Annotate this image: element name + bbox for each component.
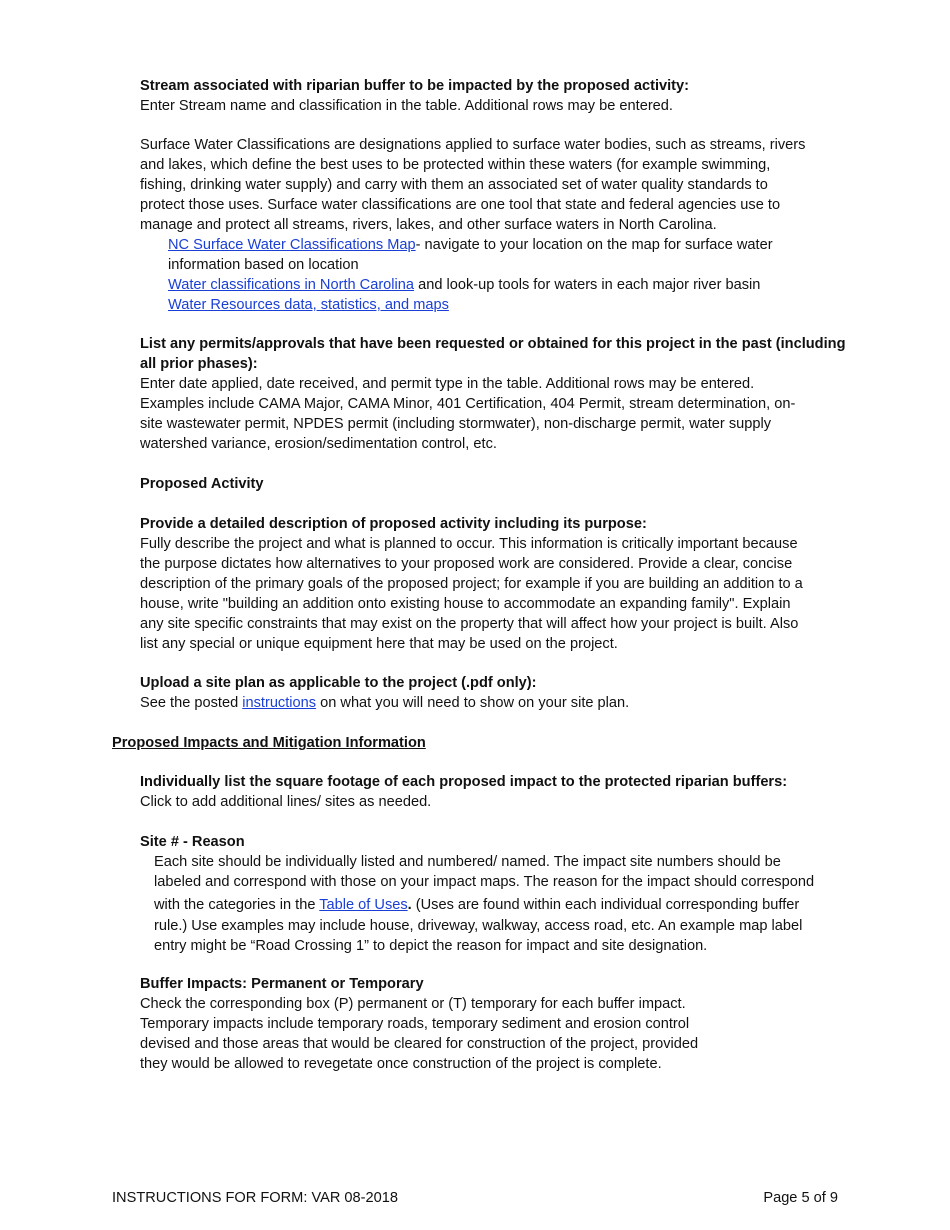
table-of-uses-dot: . <box>407 897 412 913</box>
site-reason-heading: Site # - Reason <box>140 834 245 850</box>
water-resources-line <box>168 295 868 315</box>
site-plan-section <box>140 673 840 713</box>
site-plan-suffix: on what you will need to show on your site plan. <box>316 695 630 711</box>
buffer-impacts-line: Temporary impacts include temporary roads, temporary sediment and erosion control <box>140 1016 690 1032</box>
surface-water-paragraph <box>140 135 840 235</box>
description-section <box>140 514 840 654</box>
site-reason-line: labeled and correspond with those on your impact maps. The reason for the impact should correspond <box>154 874 815 890</box>
site-plan-heading: Upload a site plan as applicable to the project (.pdf only): <box>140 675 537 691</box>
stream-section <box>140 76 840 116</box>
surface-water-line: manage and protect all streams, rivers, lakes, and other surface waters in North Carolina. <box>140 217 717 233</box>
proposed-activity-section <box>140 474 840 494</box>
site-reason-section <box>140 832 840 852</box>
description-line: the purpose dictates how alternatives to your proposed work are considered. Provide a clear, concise <box>140 556 793 572</box>
permits-line: watershed variance, erosion/sedimentation control, etc. <box>140 436 497 452</box>
table-of-uses-suffix: (Uses are found within each individual corresponding buffer <box>411 897 800 913</box>
buffer-impacts-line: Check the corresponding box (P) permanent or (T) temporary for each buffer impact. <box>140 996 686 1012</box>
description-line: house, write "building an addition onto existing house to accommodate an expanding family". Explain <box>140 596 791 612</box>
description-line: list any special or unique equipment here that may be used on the project. <box>140 636 618 652</box>
permits-heading-continuation: all prior phases): <box>140 356 258 372</box>
impacts-section <box>112 733 812 753</box>
square-footage-heading: Individually list the square footage of each proposed impact to the protected riparian buffers: <box>140 774 788 790</box>
buffer-impacts-line: they would be allowed to revegetate once construction of the project is complete. <box>140 1056 662 1072</box>
square-footage-instruction: Click to add additional lines/ sites as needed. <box>140 794 432 810</box>
footer-page-number: Page 5 of 9 <box>763 1190 838 1206</box>
description-heading: Provide a detailed description of proposed activity including its purpose: <box>140 516 647 532</box>
permits-section <box>140 334 846 454</box>
site-reason-line: entry might be “Road Crossing 1” to depict the reason for impact and site designation. <box>154 938 708 954</box>
surface-water-line: protect those uses. Surface water classifications are one tool that state and federal agencies use to <box>140 197 781 213</box>
description-line: Fully describe the project and what is planned to occur. This information is critically important because <box>140 536 798 552</box>
classifications-map-continuation: information based on location <box>168 257 359 273</box>
water-classifications-line <box>168 275 868 295</box>
water-classifications-suffix: and look-up tools for waters in each major river basin <box>414 277 761 293</box>
surface-water-line: and lakes, which define the best uses to be protected within these waters (for example swimming, <box>140 157 771 173</box>
table-of-uses-link[interactable]: Table of Uses <box>319 897 408 913</box>
permits-line: site wastewater permit, NPDES permit (including stormwater), non-discharge permit, water supply <box>140 416 772 432</box>
footer-form-label: INSTRUCTIONS FOR FORM: VAR 08-2018 <box>112 1190 398 1206</box>
site-reason-line: Each site should be individually listed and numbered/ named. The impact site numbers should be <box>154 854 781 870</box>
page-footer <box>112 1188 838 1208</box>
permits-line: Examples include CAMA Major, CAMA Minor, 401 Certification, 404 Permit, stream determination, on- <box>140 396 796 412</box>
surface-water-line: Surface Water Classifications are designations applied to surface water bodies, such as streams, rivers <box>140 137 806 153</box>
square-footage-section <box>140 772 840 812</box>
classifications-map-line <box>168 235 868 255</box>
site-plan-instruction <box>140 693 840 713</box>
proposed-activity-heading: Proposed Activity <box>140 476 264 492</box>
site-plan-prefix: See the posted <box>140 695 243 711</box>
description-line: any site specific constraints that may exist on the property that will affect how your project is built. Also <box>140 616 799 632</box>
buffer-impacts-heading: Buffer Impacts: Permanent or Temporary <box>140 976 424 992</box>
stream-instruction: Enter Stream name and classification in the table. Additional rows may be entered. <box>140 98 673 114</box>
stream-heading: Stream associated with riparian buffer to be impacted by the proposed activity: <box>140 78 690 94</box>
classifications-map-link[interactable]: NC Surface Water Classifications Map <box>168 237 416 253</box>
water-resources-link[interactable]: Water Resources data, statistics, and maps <box>168 297 449 313</box>
instructions-link[interactable]: instructions <box>242 695 317 711</box>
site-reason-body <box>154 852 854 956</box>
surface-water-links <box>168 235 868 315</box>
water-classifications-link[interactable]: Water classifications in North Carolina <box>168 277 415 293</box>
permits-line: Enter date applied, date received, and permit type in the table. Additional rows may be entered. <box>140 376 755 392</box>
permits-heading: List any permits/approvals that have been requested or obtained for this project in the past (including <box>140 336 846 352</box>
site-reason-line: rule.) Use examples may include house, driveway, walkway, access road, etc. An example map label <box>154 918 803 934</box>
site-reason-line <box>154 894 854 916</box>
table-of-uses-prefix: with the categories in the <box>154 897 320 913</box>
impacts-section-heading: Proposed Impacts and Mitigation Information <box>112 735 426 751</box>
classifications-map-suffix: - navigate to your location on the map for surface water <box>415 237 773 253</box>
buffer-impacts-line: devised and those areas that would be cleared for construction of the project, provided <box>140 1036 699 1052</box>
buffer-impacts-section <box>140 974 840 1074</box>
surface-water-line: fishing, drinking water supply) and carry with them an associated set of water quality standards to <box>140 177 768 193</box>
description-line: description of the primary goals of the proposed project; for example if you are building an addition to a <box>140 576 803 592</box>
